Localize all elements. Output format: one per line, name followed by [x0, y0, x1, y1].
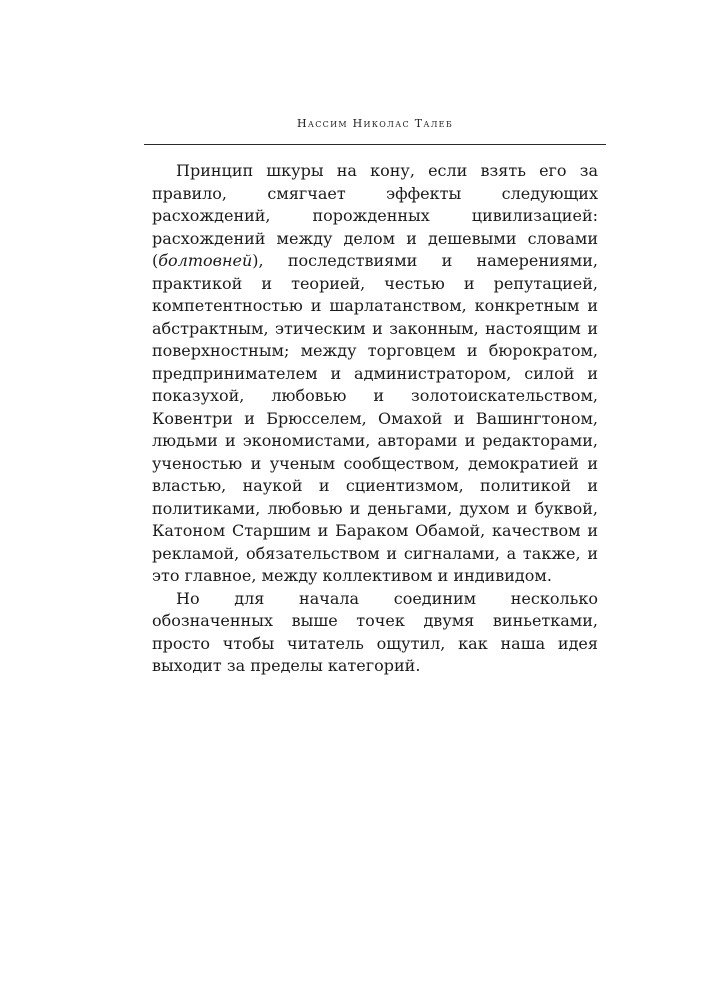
running-head: Нассим Николас Талеб	[296, 117, 454, 130]
paragraph-1-italic: болтовней	[158, 251, 253, 270]
paragraph-2: Но для начала соединим несколько обозначенных выше точек двумя виньетками, просто чтобы читатель ощутил, как наша идея выходит за пределы категорий.	[152, 588, 598, 675]
body-text	[152, 160, 598, 678]
paragraph-1-start: Принцип шкуры на кону, если взять его за правило, смягчает эффекты следующих расхождений, порожденных цивилизацией: расхождений между делом и дешевыми словами (	[152, 161, 598, 270]
paragraph-1	[152, 160, 598, 588]
paragraph-1-end: ), последствиями и намерениями, практикой и теорией, честью и репутацией, компетентностью и шарлатанством, конкретным и абстрактным, этическим и законным, настоящим и поверхностным; между торговцем и бюрократом, предпринимателем и администратором, силой и показухой, любовью и золотоискательством, Ковентри и Брюсселем, Омахой и Вашингтоном, людьми и экономистами, авторами и редакторами, ученостью и ученым сообществом, демократией и властью, наукой и сциентизмом, политикой и политиками, любовью и деньгами, духом и буквой, Катоном Старшим и Бараком Обамой, качеством и рекламой, обязательством и сигналами, а также, и это главное, между коллективом и индивидом.	[152, 251, 598, 585]
header-rule	[144, 144, 606, 145]
